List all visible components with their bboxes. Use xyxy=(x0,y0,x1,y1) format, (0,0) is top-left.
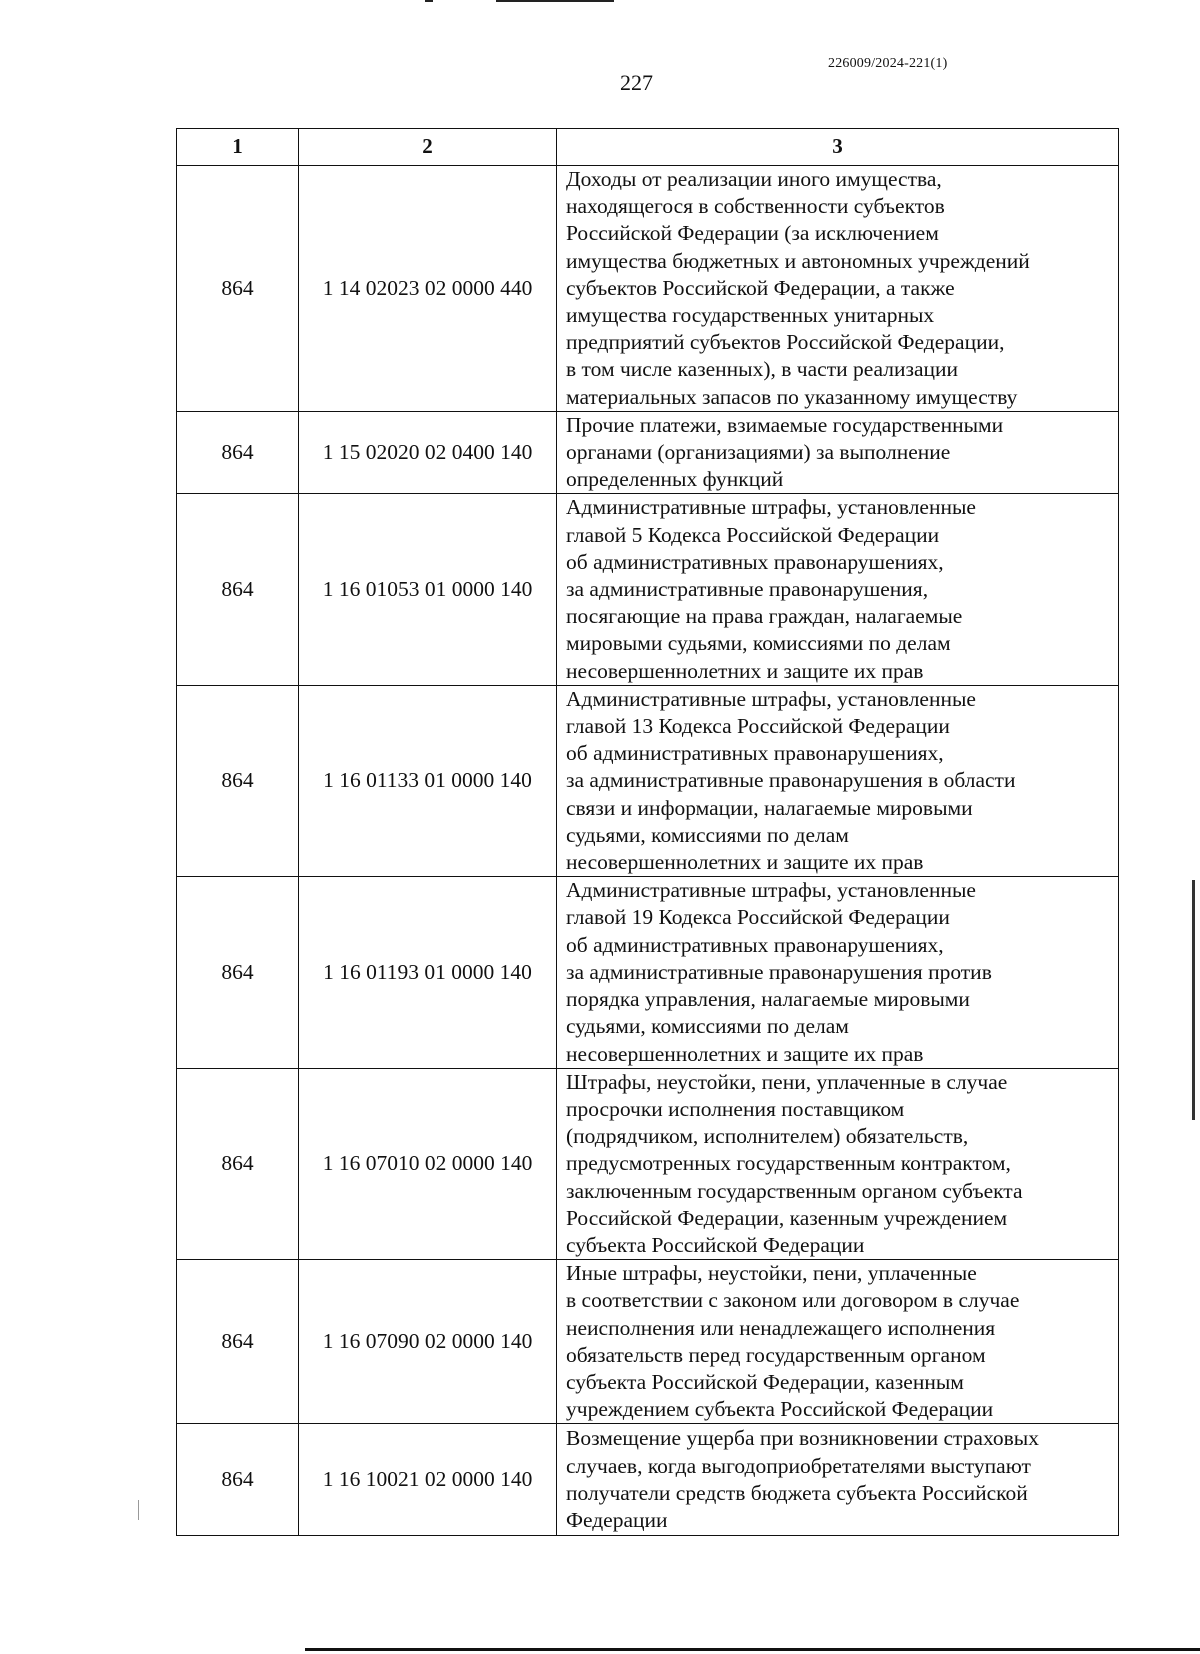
budget-code-cell: 1 16 07010 02 0000 140 xyxy=(299,1068,557,1259)
description-cell: Доходы от реализации иного имущества, находящегося в собственности субъектов Российской Федерации (за исключением имущества бюджетных и автономных учреждений субъектов Российской Федерации, а также имущества государственных унитарных предприятий субъектов Российской Федерации, в том числе казенных), в части реализации материальных запасов по указанному имуществу xyxy=(557,166,1119,412)
revenue-codes-table xyxy=(176,128,1119,1536)
description-cell: Прочие платежи, взимаемые государственными органами (организациями) за выполнение определенных функций xyxy=(557,411,1119,494)
bottom-rule xyxy=(305,1648,1200,1651)
budget-code-cell: 1 16 07090 02 0000 140 xyxy=(299,1260,557,1424)
table-row xyxy=(177,1068,1119,1259)
column-header-2: 2 xyxy=(299,129,557,166)
column-header-3: 3 xyxy=(557,129,1119,166)
admin-code-cell: 864 xyxy=(177,1424,299,1536)
description-cell: Возмещение ущерба при возникновении страховых случаев, когда выгодоприобретателями выступают получатели средств бюджета субъекта Российской Федерации xyxy=(557,1424,1119,1536)
budget-code-cell: 1 16 01193 01 0000 140 xyxy=(299,877,557,1068)
admin-code-cell: 864 xyxy=(177,1068,299,1259)
scan-edge-mark xyxy=(1192,880,1195,1120)
description-cell: Административные штрафы, установленные главой 13 Кодекса Российской Федерации об административных правонарушениях, за административные правонарушения в области связи и информации, налагаемые мировыми судьями, комиссиями по делам несовершеннолетних и защите их прав xyxy=(557,685,1119,876)
admin-code-cell: 864 xyxy=(177,1260,299,1424)
page-number: 227 xyxy=(620,70,653,95)
budget-code-cell: 1 15 02020 02 0400 140 xyxy=(299,411,557,494)
admin-code-cell: 864 xyxy=(177,411,299,494)
admin-code-cell: 864 xyxy=(177,494,299,685)
table-row xyxy=(177,411,1119,494)
top-rule xyxy=(496,0,614,2)
column-header-1: 1 xyxy=(177,129,299,166)
table-row xyxy=(177,494,1119,685)
table-row xyxy=(177,685,1119,876)
budget-code-cell: 1 14 02023 02 0000 440 xyxy=(299,166,557,412)
scan-margin-mark xyxy=(138,1500,139,1520)
admin-code-cell: 864 xyxy=(177,166,299,412)
table-header-row xyxy=(177,129,1119,166)
table-row xyxy=(177,166,1119,412)
top-rule-fragment xyxy=(425,0,433,2)
document-id: 226009/2024-221(1) xyxy=(828,56,948,71)
table-row xyxy=(177,1260,1119,1424)
admin-code-cell: 864 xyxy=(177,685,299,876)
budget-code-cell: 1 16 10021 02 0000 140 xyxy=(299,1424,557,1536)
description-cell: Административные штрафы, установленные главой 5 Кодекса Российской Федерации об административных правонарушениях, за административные правонарушения, посягающие на права граждан, налагаемые мировыми судьями, комиссиями по делам несовершеннолетних и защите их прав xyxy=(557,494,1119,685)
budget-code-cell: 1 16 01133 01 0000 140 xyxy=(299,685,557,876)
description-cell: Административные штрафы, установленные главой 19 Кодекса Российской Федерации об административных правонарушениях, за административные правонарушения против порядка управления, налагаемые мировыми судьями, комиссиями по делам несовершеннолетних и защите их прав xyxy=(557,877,1119,1068)
description-cell: Иные штрафы, неустойки, пени, уплаченные в соответствии с законом или договором в случае неисполнения или ненадлежащего исполнения обязательств перед государственным органом субъекта Российской Федерации, казенным учреждением субъекта Российской Федерации xyxy=(557,1260,1119,1424)
admin-code-cell: 864 xyxy=(177,877,299,1068)
table-row xyxy=(177,877,1119,1068)
table-row xyxy=(177,1424,1119,1536)
budget-code-cell: 1 16 01053 01 0000 140 xyxy=(299,494,557,685)
description-cell: Штрафы, неустойки, пени, уплаченные в случае просрочки исполнения поставщиком (подрядчиком, исполнителем) обязательств, предусмотренных государственным контрактом, заключенным государственным органом субъекта Российской Федерации, казенным учреждением субъекта Российской Федерации xyxy=(557,1068,1119,1259)
